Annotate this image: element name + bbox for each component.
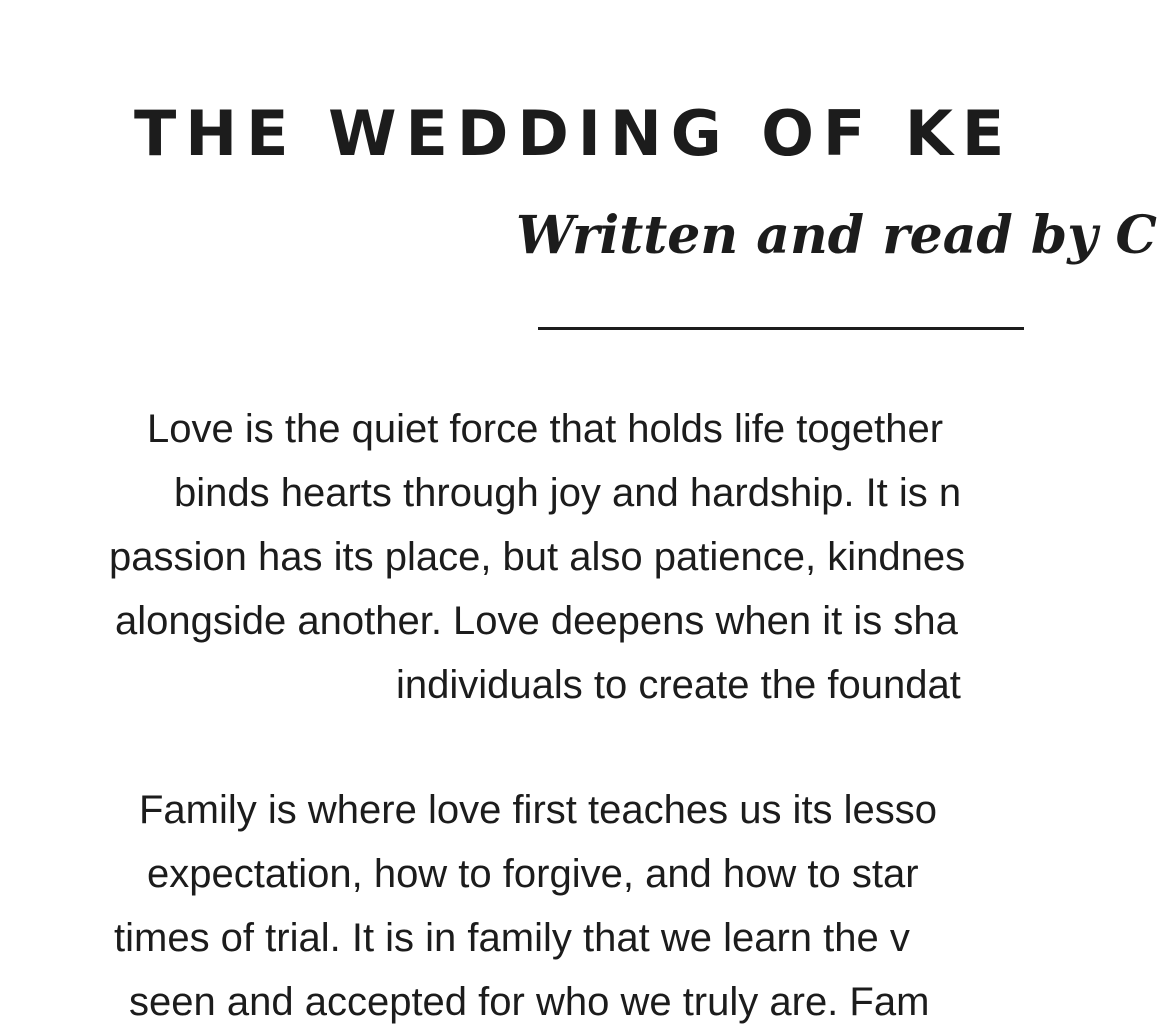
paragraph-line: times of trial. It is in family that we learn the v [114, 916, 910, 960]
document-subtitle: Written and read by C [516, 205, 1157, 266]
paragraph-line: Family is where love first teaches us its lesso [139, 788, 938, 832]
paragraph-line: seen and accepted for who we truly are. Fam [129, 980, 930, 1024]
paragraph-line: binds hearts through joy and hardship. It is n [174, 471, 962, 515]
document-title: THE WEDDING OF KE [134, 97, 1014, 170]
paragraph-line: alongside another. Love deepens when it is sha [115, 599, 958, 643]
paragraph-line: expectation, how to forgive, and how to star [147, 852, 919, 896]
paragraph-line: passion has its place, but also patience, kindnes [109, 535, 966, 579]
divider-rule [538, 327, 1024, 330]
paragraph-line: Love is the quiet force that holds life together [147, 407, 944, 451]
paragraph-line: individuals to create the foundat [396, 663, 961, 707]
